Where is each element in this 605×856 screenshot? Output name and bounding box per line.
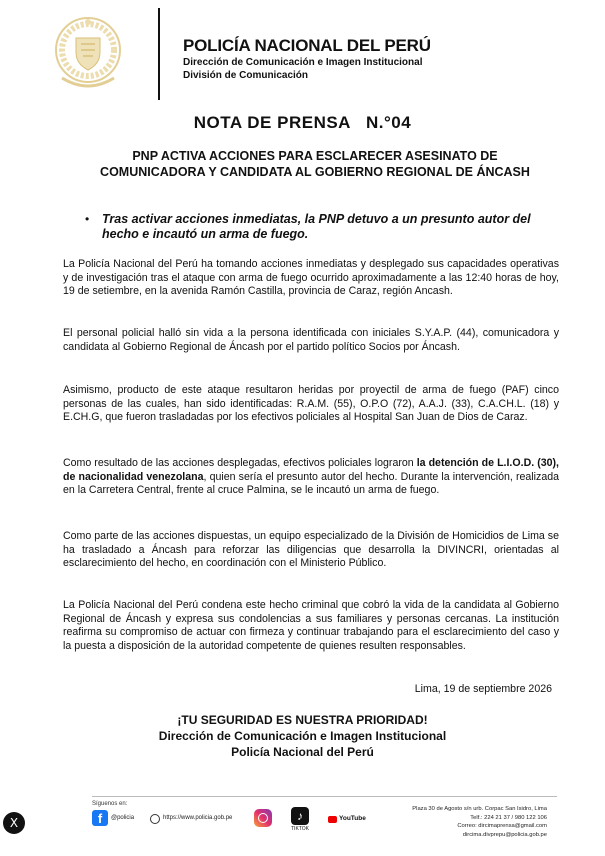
press-release-title: NOTA DE PRENSA N.°04 bbox=[193, 113, 412, 132]
lead-text: Tras activar acciones inmediatas, la PNP detuvo a un presunto autor del hecho e incautó un arma de fuego. bbox=[102, 212, 531, 241]
bullet-icon: • bbox=[85, 212, 90, 226]
release-date: Lima, 19 de septiembre 2026 bbox=[414, 683, 552, 695]
x-close-icon[interactable]: X bbox=[3, 812, 25, 834]
youtube-label[interactable]: YouTube bbox=[339, 815, 366, 822]
paragraph-4-end: , quien sería el presunto autor del hecho. Durante la intervención, realizada en la Carretera Central, frente al cruce Palmina, se le incautó un arma de fuego. bbox=[63, 470, 559, 497]
contact-email-1: Correo: dircimaprensa@gmail.com bbox=[457, 823, 547, 830]
footer-divider bbox=[92, 796, 557, 797]
org-subtitle-1: Dirección de Comunicación e Imagen Institucional bbox=[183, 57, 423, 68]
facebook-icon[interactable]: f bbox=[92, 810, 108, 826]
contact-info bbox=[412, 805, 547, 839]
tiktok-icon[interactable]: ♪ bbox=[291, 807, 309, 825]
youtube-icon[interactable] bbox=[328, 816, 337, 823]
paragraph-6: La Policía Nacional del Perú condena este hecho criminal que cobró la vida de la candidata al Gobierno Regional de Áncash y expresa sus condolencias a sus familiares y personas cercanas. La institución reafirma su compromiso de actuar con firmeza y continuar trabajando para el esclarecimiento del caso y la puesta a disposición de la autoridad competente de quienes resulten responsables. bbox=[63, 599, 559, 652]
paragraph-3: Asimismo, producto de este ataque resultaron heridas por proyectil de arma de fuego (PAF) cinco personas de las cuales, han sido identificadas: R.A.M. (55), O.P.O (72), A.A.J. (33), C.A.CH.L. (18) y E.CH.G, que fueron trasladadas por los efectivos policiales al Hospital San Juan de Dios de Caraz. bbox=[63, 384, 559, 424]
org-subtitle-2: División de Comunicación bbox=[183, 70, 309, 81]
globe-icon bbox=[150, 814, 160, 824]
closing-block bbox=[0, 712, 605, 760]
contact-email-2: dircima.divprepu@policia.gob.pe bbox=[462, 831, 547, 838]
closing-slogan: ¡TU SEGURIDAD ES NUESTRA PRIORIDAD! bbox=[177, 713, 428, 727]
press-release-headline: PNP ACTIVA ACCIONES PARA ESCLARECER ASESINATO DE COMUNICADORA Y CANDIDATA AL GOBIERNO REGIONAL DE ÁNCASH bbox=[100, 149, 530, 179]
instagram-icon[interactable] bbox=[254, 809, 272, 827]
paragraph-5: Como parte de las acciones dispuestas, un equipo especializado de la División de Homicidios de Lima se ha trasladado a Áncash para reforzar las diligencias que desarrolla la DIVINCRI, orientadas al esclarecimiento del hecho, en coordinación con el Ministerio Público. bbox=[63, 530, 559, 570]
police-emblem-icon bbox=[52, 12, 124, 92]
paragraph-4-bold: la detención de L.I.O.D. (30), de nacionalidad venezolana bbox=[63, 457, 559, 483]
closing-direction: Dirección de Comunicación e Imagen Institucional bbox=[158, 729, 447, 743]
org-name: POLICÍA NACIONAL DEL PERÚ bbox=[183, 36, 431, 55]
tiktok-label: TIKTOK bbox=[291, 826, 309, 832]
follow-label: Síguenos en: bbox=[92, 801, 128, 807]
paragraph-2: El personal policial halló sin vida a la persona identificada con iniciales S.Y.A.P. (44), comunicadora y candidata al Gobierno Regional de Áncash por el partido político Socios por Áncash. bbox=[63, 327, 559, 353]
header-divider bbox=[158, 8, 160, 100]
paragraph-4-start: Como resultado de las acciones desplegadas, efectivos policiales lograron bbox=[63, 457, 417, 469]
website-link[interactable]: https://www.policia.gob.pe bbox=[163, 815, 233, 821]
paragraph-1: La Policía Nacional del Perú ha tomando acciones inmediatas y desplegado sus capacidades operativas y de investigación tras el ataque con arma de fuego ocurrido aproximadamente a las 12:40 horas de hoy, 19 de setiembre, en la avenida Ramón Castilla, provincia de Caraz, región Ancash. bbox=[63, 258, 559, 298]
facebook-handle[interactable]: @policia bbox=[111, 815, 135, 821]
contact-address: Plaza 30 de Agosto s/n urb. Corpac San Isidro, Lima bbox=[412, 806, 547, 812]
contact-phone: Telf.: 224 21 37 / 980 122 106 bbox=[470, 814, 547, 821]
header-org-block bbox=[183, 36, 431, 82]
closing-org: Policía Nacional del Perú bbox=[231, 745, 374, 759]
paragraph-4 bbox=[63, 457, 559, 498]
